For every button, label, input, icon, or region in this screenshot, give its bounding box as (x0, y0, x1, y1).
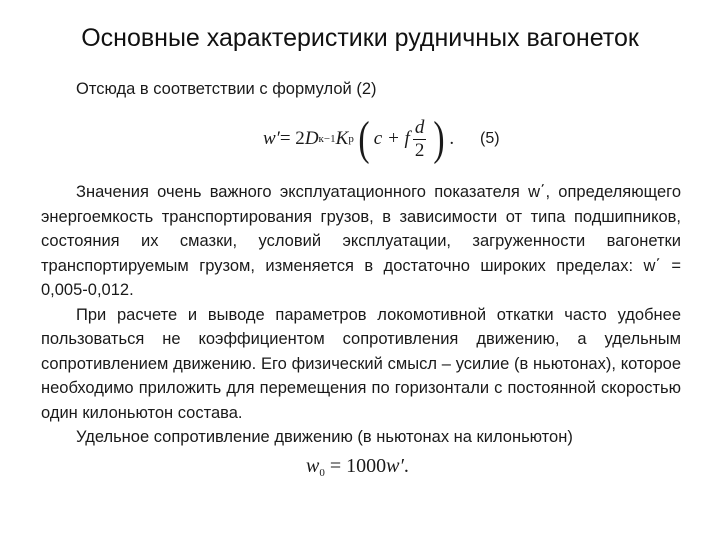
paragraph-1: Значения очень важного эксплуатационного показателя w΄, определяющего энергоемкость транспортирования грузов, в зависимости от типа подшипников, состояния их смазки, условий эксплуатации, загруженности вагонетки транспортируемым грузом, изменяется в достаточно широких пределах: w΄ = 0,005-0,012. (41, 183, 681, 299)
intro-text: Отсюда в соответствии с формулой (2) (76, 80, 377, 98)
formula1-frac-num: d (414, 116, 425, 138)
formula1-lhs: w′ (263, 128, 280, 149)
formula1-D-sup: −1 (323, 133, 336, 145)
formula1-frac-den: 2 (414, 139, 425, 161)
formula1-eq: = 2 (279, 128, 305, 149)
body-text (41, 180, 681, 450)
formula1-K-sub: р (348, 133, 354, 145)
formula1-fraction (413, 117, 427, 162)
formula-resistance-coefficient (263, 114, 454, 164)
formula1-close-paren: ) (433, 112, 445, 165)
formula2-rhs: = 1000 (324, 455, 387, 477)
paragraph-2: При расчете и выводе параметров локомотивной откатки часто удобнее пользоваться не коэффициентом сопротивления движению, а удельным сопротивлением движению. Его физический смысл – усилие (в ньютонах), которое необходимо приложить для перемещения по горизонтали с постоянной скоростью один килоньютон состава. (41, 305, 681, 422)
formula2-w: w′ (386, 455, 404, 477)
formula1-mid: c + f (373, 128, 410, 149)
formula1-tail: . (449, 128, 455, 149)
formula1-K: K (335, 128, 349, 149)
formula1-number: (5) (480, 130, 500, 147)
paragraph-3: Удельное сопротивление движению (в ньютонах на килоньютон) (76, 428, 573, 446)
slide-title: Основные характеристики рудничных вагонеток (81, 24, 639, 52)
formula1-open-paren: ( (358, 112, 370, 165)
formula2-lhs-sub: 0 (319, 467, 325, 479)
formula2-lhs: w (306, 455, 320, 477)
formula-specific-resistance (306, 455, 409, 479)
formula1-D-sub: к (318, 133, 324, 145)
formula1-D: D (304, 128, 319, 149)
formula2-tail: . (403, 455, 409, 477)
